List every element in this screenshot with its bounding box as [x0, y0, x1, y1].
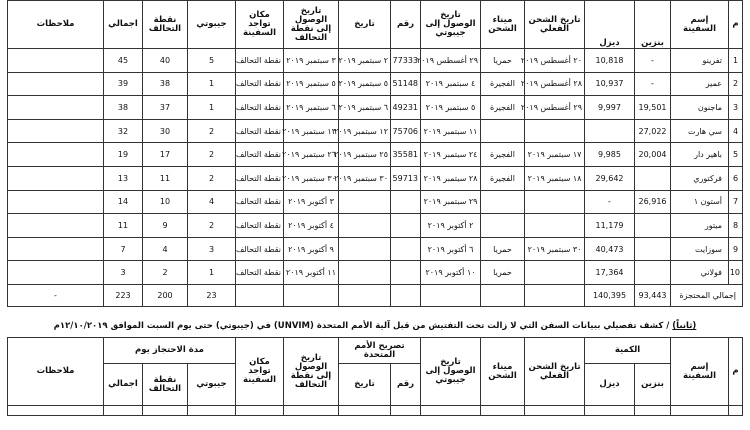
cell-ship-name: سوزايت [671, 237, 729, 261]
cell-notes [8, 261, 104, 285]
cell-coalition-arrival: ٦ سبتمبر ٢٠١٩ [284, 96, 339, 120]
cell-permit-no: 75706 [391, 119, 421, 143]
cell-coalition-arrival: ٣٠ سبتمبر ٢٠١٩ [284, 166, 339, 190]
cell-loading-date [525, 119, 585, 143]
cell-arrival-date: ٢٩ أغسطس ٢٠١٩ [421, 49, 481, 73]
cell-loading-date: ٢٨ أغسطس ٢٠١٩ [525, 72, 585, 96]
cell-notes [8, 119, 104, 143]
header-ship-location: مكان تواجد السفينة [236, 1, 284, 49]
cell-arrival-date: ٢٤ سبتمبر ٢٠١٩ [421, 143, 481, 167]
header-arrival-coalition: تاريخ الوصول إلى نقطة التحالف [284, 1, 339, 49]
cell-row-no: 7 [729, 190, 743, 214]
cell-coalition-arrival: ١١ أكتوبر ٢٠١٩ [284, 261, 339, 285]
t2-header-arrival-coalition: تاريخ الوصول إلى نقطة التحالف [284, 338, 339, 406]
cell-loading-port: حمريا [481, 237, 525, 261]
cell-diesel-qty [585, 119, 635, 143]
header-djibouti-days: جيبوتي [188, 1, 236, 49]
cell-djibouti-days: 5 [188, 49, 236, 73]
cell-arrival-date: ١١ سبتمبر ٢٠١٩ [421, 119, 481, 143]
t2-header-notes: ملاحظات [8, 338, 104, 406]
table2-header-row-1 [8, 338, 743, 364]
cell-coalition-days: 11 [143, 166, 188, 190]
cell-permit-date: ٣٠ سبتمبر ٢٠١٩ [339, 166, 391, 190]
cell-coalition-days: 38 [143, 72, 188, 96]
cell-arrival-date: ٢ أكتوبر ٢٠١٩ [421, 214, 481, 238]
totals-empty-3 [421, 284, 481, 306]
section-caption [0, 321, 750, 331]
cell-gasoline-qty: 19,501 [635, 96, 671, 120]
t2-header-quantity: الكمية [585, 338, 671, 364]
table-row [8, 166, 743, 190]
cell-arrival-date: ٦ أكتوبر ٢٠١٩ [421, 237, 481, 261]
cell-djibouti-days: 2 [188, 143, 236, 167]
cell-coalition-arrival: ٣ سبتمبر ٢٠١٩ [284, 49, 339, 73]
cell-ship-location: نقطة التحالف [236, 166, 284, 190]
cell-loading-date: ٣٠ سبتمبر ٢٠١٩ [525, 237, 585, 261]
cell-total-days: 39 [104, 72, 143, 96]
table-body [8, 49, 743, 307]
cell-coalition-arrival: ٤ أكتوبر ٢٠١٩ [284, 214, 339, 238]
cell-diesel-qty: 17,364 [585, 261, 635, 285]
table-row [8, 49, 743, 73]
table-row [8, 72, 743, 96]
t2-header-gasoline: بنزين [635, 364, 671, 406]
totals-diesel: 140,395 [585, 284, 635, 306]
cell-ship-name: فركتوري [671, 166, 729, 190]
cell-permit-date [339, 214, 391, 238]
cell-ship-location: نقطة التحالف [236, 261, 284, 285]
header-arrival-djibouti: تاريخ الوصول إلى جيبوتي [421, 1, 481, 49]
cell-diesel-qty: 40,473 [585, 237, 635, 261]
cell-ship-location: نقطة التحالف [236, 96, 284, 120]
cell-loading-port: الفجيرة [481, 166, 525, 190]
cell-total-days: 32 [104, 119, 143, 143]
cell-coalition-arrival: ٥ سبتمبر ٢٠١٩ [284, 72, 339, 96]
cell-gasoline-qty: 27,022 [635, 119, 671, 143]
cell-notes [8, 49, 104, 73]
t2-header-djibouti: جيبوتي [188, 364, 236, 406]
cell-loading-date [525, 261, 585, 285]
cell-row-no: 5 [729, 143, 743, 167]
cell-ship-name: ماجنون [671, 96, 729, 120]
cell-diesel-qty: 10,818 [585, 49, 635, 73]
cell-coalition-days: 17 [143, 143, 188, 167]
cell-loading-port [481, 190, 525, 214]
header-gasoline: بنزين [635, 1, 671, 49]
table-row [8, 261, 743, 285]
cell-djibouti-days: 2 [188, 214, 236, 238]
totals-gasoline: 93,443 [635, 284, 671, 306]
cell-arrival-date: ٥ سبتمبر ٢٠١٩ [421, 96, 481, 120]
cell-ship-location: نقطة التحالف [236, 143, 284, 167]
cell-total-days: 38 [104, 96, 143, 120]
cell-ship-location: نقطة التحالف [236, 237, 284, 261]
cell-permit-date: ٢ سبتمبر ٢٠١٩ [339, 49, 391, 73]
table2-header-row-2 [8, 364, 743, 406]
cell-row-no: 2 [729, 72, 743, 96]
caption-text: / كشف تفصيلي ببيانات السفن التي لا زالت تحت التفتيش من قبل آلية الأمم المتحدة (UNVIM) في (جيبوتي) حتى يوم السبت الموافق ١٢/١٠/٢٠١٩م [53, 321, 673, 331]
cell-total-days: 7 [104, 237, 143, 261]
cell-notes [8, 190, 104, 214]
cell-total-days: 19 [104, 143, 143, 167]
table-row [8, 143, 743, 167]
cell-loading-port: الفجيرة [481, 72, 525, 96]
cell-permit-date: ٥ سبتمبر ٢٠١٩ [339, 72, 391, 96]
cell-row-no: 1 [729, 49, 743, 73]
caption-prefix: (ثانياً) [672, 321, 697, 331]
t2-header-un-permit: تصريح الأمم المتحدة [339, 338, 421, 364]
cell-permit-date [339, 261, 391, 285]
cell-ship-name: أستون ١ [671, 190, 729, 214]
cell-gasoline-qty: 26,916 [635, 190, 671, 214]
totals-empty-5 [339, 284, 391, 306]
table-row [8, 237, 743, 261]
cell-permit-no: 49231 [391, 96, 421, 120]
cell-diesel-qty: 29,642 [585, 166, 635, 190]
cell-row-no: 9 [729, 237, 743, 261]
cell-coalition-days: 4 [143, 237, 188, 261]
header-total-days: اجمالي [104, 1, 143, 49]
t2-header-detention: مدة الاحتجاز يوم [104, 338, 236, 364]
cell-permit-no: 59713 [391, 166, 421, 190]
cell-row-no: 3 [729, 96, 743, 120]
cell-loading-port [481, 119, 525, 143]
totals-label: إجمالي المحتجزة [671, 284, 743, 306]
cell-coalition-arrival: ٣ أكتوبر ٢٠١٩ [284, 190, 339, 214]
totals-empty-7 [236, 284, 284, 306]
header-coalition-days: نقطة التحالف [143, 1, 188, 49]
t2-header-no: م [729, 338, 743, 406]
cell-loading-date [525, 190, 585, 214]
cell-notes [8, 72, 104, 96]
cell-total-days: 11 [104, 214, 143, 238]
totals-row [8, 284, 743, 306]
cell-row-no: 8 [729, 214, 743, 238]
cell-coalition-days: 2 [143, 261, 188, 285]
totals-total: 223 [104, 284, 143, 306]
cell-ship-name: تفرينو [671, 49, 729, 73]
t2-header-coalition: نقطة التحالف [143, 364, 188, 406]
cell-loading-date: ١٧ سبتمبر ٢٠١٩ [525, 143, 585, 167]
cell-djibouti-days: 1 [188, 96, 236, 120]
cell-row-no: 10 [729, 261, 743, 285]
cell-coalition-days: 30 [143, 119, 188, 143]
cell-total-days: 45 [104, 49, 143, 73]
cell-coalition-days: 9 [143, 214, 188, 238]
table-header-row [8, 1, 743, 49]
cell-loading-port: الفجيرة [481, 96, 525, 120]
cell-djibouti-days: 4 [188, 190, 236, 214]
cell-loading-port: حمريا [481, 49, 525, 73]
cell-permit-date [339, 190, 391, 214]
t2-header-arrival-djibouti: تاريخ الوصول إلى جيبوتي [421, 338, 481, 406]
cell-diesel-qty: 11,179 [585, 214, 635, 238]
cell-arrival-date: ٢٩ سبتمبر ٢٠١٩ [421, 190, 481, 214]
cell-gasoline-qty: 20,004 [635, 143, 671, 167]
cell-permit-date: ٢٥ سبتمبر ٢٠١٩ [339, 143, 391, 167]
cell-notes [8, 143, 104, 167]
t2-header-ship-location: مكان تواجد السفينة [236, 338, 284, 406]
cell-djibouti-days: 2 [188, 119, 236, 143]
cell-arrival-date: ١٠ أكتوبر ٢٠١٩ [421, 261, 481, 285]
cell-ship-name: ميتور [671, 214, 729, 238]
cell-gasoline-qty: - [635, 49, 671, 73]
totals-djibouti: 23 [188, 284, 236, 306]
inspection-ships-table [7, 337, 743, 416]
cell-permit-date [339, 237, 391, 261]
totals-empty-4 [391, 284, 421, 306]
cell-gasoline-qty [635, 261, 671, 285]
totals-empty-6 [284, 284, 339, 306]
cell-diesel-qty: 10,937 [585, 72, 635, 96]
cell-row-no: 4 [729, 119, 743, 143]
cell-gasoline-qty [635, 214, 671, 238]
cell-djibouti-days: 1 [188, 261, 236, 285]
cell-djibouti-days: 2 [188, 166, 236, 190]
t2-header-diesel: ديزل [585, 364, 635, 406]
cell-permit-no: 77333 [391, 49, 421, 73]
t2-header-loading-date: تاريخ الشحن الفعلي [525, 338, 585, 406]
cell-permit-no: 35581 [391, 143, 421, 167]
totals-empty-1 [525, 284, 585, 306]
cell-coalition-arrival: ١٣ سبتمبر ٢٠١٩ [284, 119, 339, 143]
cell-total-days: 3 [104, 261, 143, 285]
header-permit-date: تاريخ [339, 1, 391, 49]
cell-coalition-days: 10 [143, 190, 188, 214]
cell-loading-date: ٢٩ أغسطس ٢٠١٩ [525, 96, 585, 120]
cell-loading-port [481, 214, 525, 238]
cell-ship-location: نقطة التحالف [236, 72, 284, 96]
cell-loading-date [525, 214, 585, 238]
cell-gasoline-qty [635, 237, 671, 261]
table-row [8, 214, 743, 238]
cell-ship-name: باهير دار [671, 143, 729, 167]
cell-notes [8, 214, 104, 238]
cell-arrival-date: ٢٨ سبتمبر ٢٠١٩ [421, 166, 481, 190]
cell-ship-name: عمير [671, 72, 729, 96]
cell-coalition-arrival: ٩ أكتوبر ٢٠١٩ [284, 237, 339, 261]
totals-empty-2 [481, 284, 525, 306]
header-ship-name: إسم السفينة [671, 1, 729, 49]
cell-coalition-arrival: ٢٦ سبتمبر ٢٠١٩ [284, 143, 339, 167]
cell-arrival-date: ٤ سبتمبر ٢٠١٩ [421, 72, 481, 96]
cell-coalition-days: 37 [143, 96, 188, 120]
cell-diesel-qty: 9,985 [585, 143, 635, 167]
cell-ship-location: نقطة التحالف [236, 49, 284, 73]
t2-header-permit-date: تاريخ [339, 364, 391, 406]
cell-loading-port: الفجيرة [481, 143, 525, 167]
t2-header-loading-port: ميناء الشحن [481, 338, 525, 406]
cell-loading-date: ١٨ سبتمبر ٢٠١٩ [525, 166, 585, 190]
cell-permit-date: ٦ سبتمبر ٢٠١٩ [339, 96, 391, 120]
cell-diesel-qty: - [585, 190, 635, 214]
cell-row-no: 6 [729, 166, 743, 190]
cell-gasoline-qty: - [635, 72, 671, 96]
cell-ship-name: سي هارت [671, 119, 729, 143]
cell-permit-no [391, 261, 421, 285]
cell-permit-no [391, 237, 421, 261]
cell-loading-port: حمريا [481, 261, 525, 285]
cell-permit-no: 51148 [391, 72, 421, 96]
cell-permit-no [391, 214, 421, 238]
cell-permit-date: ١٢ سبتمبر ٢٠١٩ [339, 119, 391, 143]
cell-notes [8, 237, 104, 261]
table-row [8, 190, 743, 214]
cell-total-days: 14 [104, 190, 143, 214]
cell-djibouti-days: 1 [188, 72, 236, 96]
t2-header-ship-name: إسم السفينة [671, 338, 729, 406]
totals-notes: - [8, 284, 104, 306]
cell-diesel-qty: 9,997 [585, 96, 635, 120]
t2-header-permit-no: رقم [391, 364, 421, 406]
cell-ship-name: فولاني [671, 261, 729, 285]
table2-row-partial [8, 406, 743, 416]
cell-gasoline-qty [635, 166, 671, 190]
cell-coalition-days: 40 [143, 49, 188, 73]
cell-ship-location: نقطة التحالف [236, 119, 284, 143]
table-row [8, 96, 743, 120]
t2-header-total: اجمالي [104, 364, 143, 406]
cell-permit-no [391, 190, 421, 214]
header-permit-no: رقم [391, 1, 421, 49]
cell-ship-location: نقطة التحالف [236, 190, 284, 214]
cell-loading-date: ٢٠ أغسطس ٢٠١٩ [525, 49, 585, 73]
totals-coalition: 200 [143, 284, 188, 306]
cell-djibouti-days: 3 [188, 237, 236, 261]
cell-ship-location: نقطة التحالف [236, 214, 284, 238]
cell-total-days: 13 [104, 166, 143, 190]
header-notes: ملاحظات [8, 1, 104, 49]
header-diesel: ديزل [585, 1, 635, 49]
header-no: م [729, 1, 743, 49]
header-loading-date: تاريخ الشحن الفعلي [525, 1, 585, 49]
cell-notes [8, 96, 104, 120]
cell-notes [8, 166, 104, 190]
detained-ships-table [7, 0, 743, 307]
header-loading-port: ميناء الشحن [481, 1, 525, 49]
table-row [8, 119, 743, 143]
